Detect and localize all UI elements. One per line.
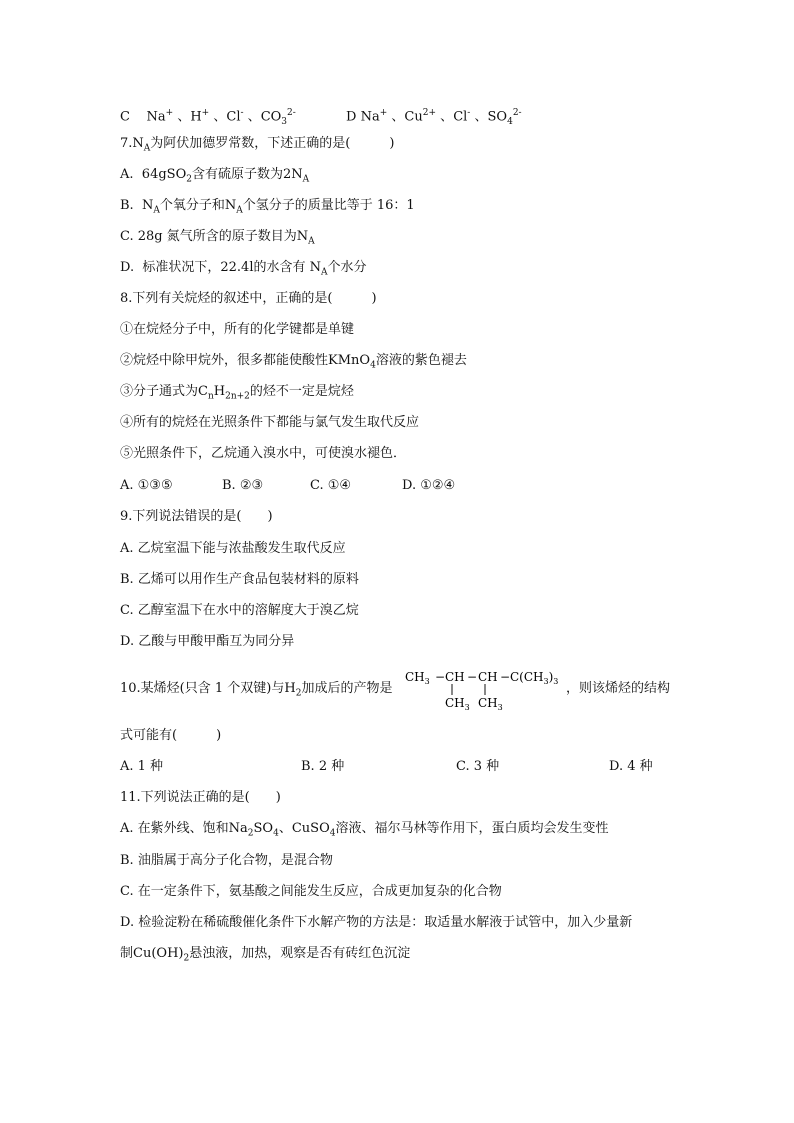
sep: 、: [391, 109, 405, 125]
question-7-option-d: [120, 259, 367, 282]
sep: 、: [177, 109, 191, 125]
charge: +: [379, 108, 388, 118]
text: 溶液的紫色褪去: [375, 353, 467, 368]
option: B. ②③: [222, 478, 264, 493]
option: B. 2 种: [301, 759, 345, 774]
stem-text: 为阿伏加德罗常数，下述正确的是( ): [150, 136, 395, 151]
text: ②烷烃中除甲烷外，很多都能使酸性: [120, 353, 329, 368]
symbol: KMnO: [328, 353, 371, 368]
subscript: A: [236, 205, 243, 216]
subscript: A: [321, 267, 328, 278]
charge: +: [201, 108, 210, 118]
question-8-stem: 8.下列有关烷烃的叙述中，正确的是( ): [120, 291, 377, 306]
symbol: Cu(OH): [133, 946, 184, 961]
formula-ch3-branch-1: $CH_3$: [445, 696, 470, 712]
text: 的水含有: [253, 260, 306, 275]
charge: +: [165, 108, 174, 118]
symbol: C: [198, 384, 208, 399]
symbol: 2N: [282, 167, 303, 182]
question-10-options: [120, 758, 653, 776]
text: 64gSO: [141, 167, 187, 182]
text: 的烃不一定是烷烃: [249, 384, 354, 399]
text: 个氧分子和: [159, 198, 225, 213]
charge: 2-: [512, 108, 522, 118]
question-9-stem: 9.下列说法错误的是( ): [120, 509, 273, 524]
option: D. 4 种: [609, 759, 653, 774]
ion: Na: [146, 109, 166, 125]
formula-ch-1: CH: [445, 670, 465, 684]
question-11-option-d-line1: D. 检验淀粉在稀硫酸催化条件下水解产物的方法是：取适量水解液于试管中，加入少量新: [120, 915, 633, 930]
subscript: 4: [507, 116, 513, 127]
option: C. 3 种: [456, 759, 500, 774]
charge: -: [467, 108, 471, 118]
formula-c-ch3-3: $C(CH_3)_3$: [510, 670, 559, 686]
ion: SO: [487, 109, 508, 125]
formula-bond: −: [467, 670, 478, 684]
question-11-option-c: C. 在一定条件下，氨基酸之间能发生反应，合成更加复杂的化合物: [120, 884, 502, 899]
statement-5: ⑤光照条件下，乙烷通入溴水中，可使溴水褪色．: [120, 446, 407, 461]
statement-2: [120, 352, 467, 375]
option: A. ①③⑤: [120, 478, 173, 493]
question-8-options: [120, 477, 455, 495]
subscript: 3: [281, 116, 288, 127]
question-10-stem-tail: ，则该烯烃的结构: [566, 681, 671, 696]
option-c-ions: [120, 104, 296, 131]
text: 加成后的产物是: [301, 681, 393, 696]
text: 28g 氮气所含的原子数目为: [137, 229, 297, 244]
question-11-option-a: [120, 820, 609, 843]
formula-bond: −: [435, 670, 446, 684]
statement-1: ①在烷烃分子中，所有的化学键都是单键: [120, 322, 355, 337]
ion: Cl: [453, 109, 468, 125]
ion: Cu: [404, 109, 423, 125]
option: C. ①④: [310, 478, 352, 493]
symbol: N: [141, 198, 154, 213]
symbol: N: [296, 229, 309, 244]
subscript: 4: [273, 828, 279, 839]
statement-4: ④所有的烷烃在光照条件下都能与氯气发生取代反应: [120, 415, 420, 430]
question-10-stem: [120, 680, 392, 703]
subscript: A: [153, 205, 160, 216]
question-9-option-c: C. 乙醇室温下在水中的溶解度大于溴乙烷: [120, 603, 359, 618]
subscript: 2: [247, 828, 254, 839]
sep: 、: [474, 109, 488, 125]
subscript: 4: [370, 360, 376, 371]
option-d-ions: [346, 104, 522, 131]
question-7-option-b: [120, 197, 415, 220]
text: 个水分: [327, 260, 367, 275]
option: A. 1 种: [120, 759, 164, 774]
option-label: C.: [120, 229, 134, 244]
subscript: 2n+2: [225, 391, 250, 402]
question-11-option-d-line2: [120, 945, 410, 968]
symbol: N: [224, 198, 237, 213]
subscript: 2: [183, 953, 190, 964]
charge: -: [240, 108, 244, 118]
symbol: CuSO: [291, 821, 330, 836]
symbol: N: [132, 136, 144, 151]
subscript: n: [207, 391, 214, 402]
text: A. 在紫外线、饱和: [120, 821, 229, 836]
question-7-option-a: [120, 166, 309, 189]
ion: Cl: [226, 109, 241, 125]
question-7-option-c: [120, 228, 315, 251]
sep: 、: [247, 109, 261, 125]
option-label: D: [346, 109, 357, 125]
subscript: A: [308, 236, 315, 247]
option-label: B.: [120, 198, 134, 213]
question-11-stem: 11.下列说法正确的是( ): [120, 790, 281, 805]
question-9-option-a: A. 乙烷室温下能与浓盐酸发生取代反应: [120, 541, 346, 556]
symbol: H: [213, 384, 226, 399]
text: ③分子通式为: [120, 384, 199, 399]
question-9-option-d: D. 乙酸与甲酸甲酯互为同分异: [120, 634, 295, 649]
symbol: SO: [253, 821, 274, 836]
symbol: N: [309, 260, 322, 275]
text: 10.某烯烃(只含 1 个双键)与: [120, 681, 285, 696]
text: 个氢分子的质量比等于 16：1: [242, 198, 415, 213]
ion: H: [190, 109, 202, 125]
ion: Na: [360, 109, 380, 125]
text: 含有硫原子数为: [191, 167, 283, 182]
formula-ch-2: CH: [478, 670, 498, 684]
subscript: A: [143, 143, 151, 154]
text: 悬浊液，加热，观察是否有砖红色沉淀: [189, 946, 411, 961]
formula-bond: −: [500, 670, 511, 684]
formula-svg: [405, 665, 567, 713]
question-10-stem-cont: 式可能有( ): [120, 728, 222, 743]
option-label: D.: [120, 260, 135, 275]
text: 标准状况下，: [142, 260, 221, 275]
charge: 2-: [287, 108, 296, 118]
symbol: H: [284, 681, 296, 696]
option-label: C: [120, 109, 130, 125]
question-9-option-b: B. 乙烯可以用作生产食品包装材料的原料: [120, 572, 359, 587]
question-11-option-b: B. 油脂属于高分子化合物，是混合物: [120, 853, 333, 868]
symbol: Na: [228, 821, 248, 836]
structural-formula: [405, 665, 567, 713]
subscript: 2: [295, 688, 302, 699]
option-label: A.: [120, 167, 134, 182]
subscript: A: [302, 174, 310, 185]
sep: 、: [440, 109, 454, 125]
text: 22.4l: [220, 260, 254, 275]
formula-ch3-left: $CH_3$: [405, 670, 430, 686]
subscript: 2: [186, 174, 192, 185]
ion: CO: [260, 109, 282, 125]
sep: 、: [213, 109, 227, 125]
question-7-stem: [120, 135, 394, 158]
formula-ch3-branch-2: $CH_3$: [478, 696, 503, 712]
sep: 、: [278, 821, 292, 836]
text: 制: [120, 946, 134, 961]
text: 溶液、福尔马林等作用下，蛋白质均会发生变性: [335, 821, 609, 836]
option: D. ①②④: [402, 478, 456, 493]
q-number: 7.: [120, 136, 133, 151]
charge: 2+: [422, 108, 437, 118]
statement-3: [120, 383, 354, 406]
subscript: 4: [329, 828, 336, 839]
